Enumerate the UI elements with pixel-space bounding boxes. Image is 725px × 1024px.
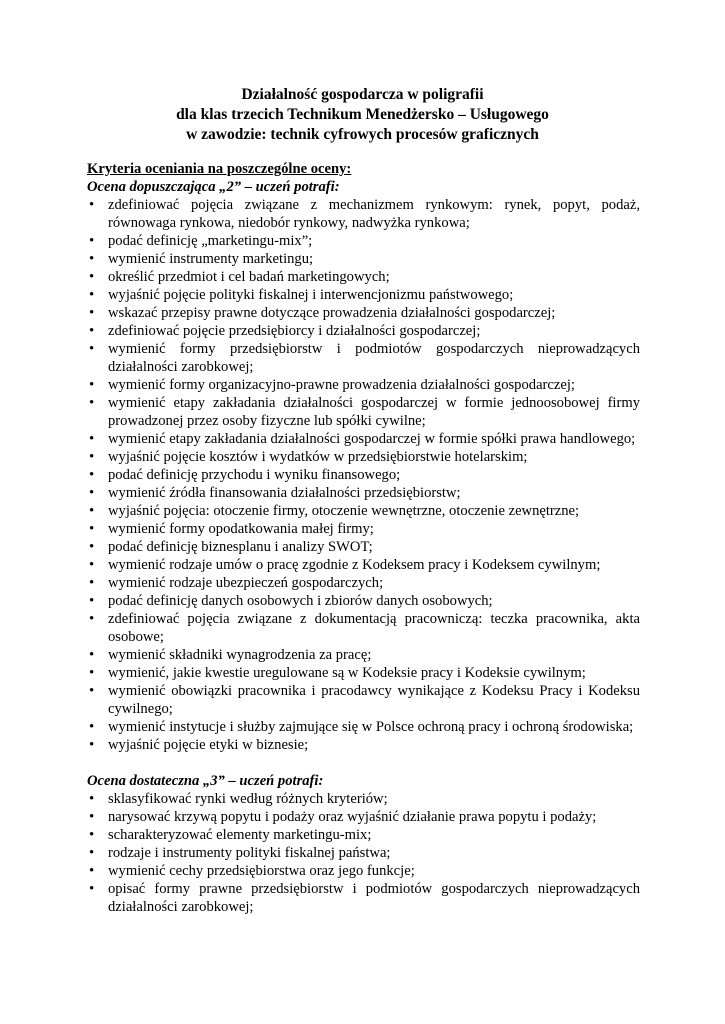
list-item: • wskazać przepisy prawne dotyczące prowadzenia działalności gospodarczej; bbox=[87, 304, 640, 322]
list-item: • scharakteryzować elementy marketingu-mix; bbox=[87, 826, 640, 844]
list-item: • opisać formy prawne przedsiębiorstw i podmiotów gospodarczych nieprowadzących działalności zarobkowej; bbox=[87, 880, 640, 916]
list-item: • wymienić formy opodatkowania małej firmy; bbox=[87, 520, 640, 538]
list-item: • podać definicję „marketingu-mix”; bbox=[87, 232, 640, 250]
criteria-list bbox=[87, 790, 640, 916]
list-item: • określić przedmiot i cel badań marketingowych; bbox=[87, 268, 640, 286]
title-line-3: w zawodzie: technik cyfrowych procesów graficznych bbox=[186, 126, 539, 143]
list-item: • wymienić, jakie kwestie uregulowane są w Kodeksie pracy i Kodeksie cywilnym; bbox=[87, 664, 640, 682]
document-body bbox=[87, 160, 640, 916]
title-line-2: dla klas trzecich Technikum Menedżersko – Usługowego bbox=[176, 106, 549, 123]
list-item: • wymienić składniki wynagrodzenia za pracę; bbox=[87, 646, 640, 664]
section-heading: Ocena dostateczna „3” – uczeń potrafi: bbox=[87, 773, 324, 789]
list-item: • wymienić etapy zakładania działalności gospodarczej w formie jednoosobowej firmy prowadzonej przez osoby fizyczne lub spółki cywilne; bbox=[87, 394, 640, 430]
list-item: • wymienić cechy przedsiębiorstwa oraz jego funkcje; bbox=[87, 862, 640, 880]
list-item: • wymienić obowiązki pracownika i pracodawcy wynikające z Kodeksu Pracy i Kodeksu cywilnego; bbox=[87, 682, 640, 718]
list-item: • wyjaśnić pojęcia: otoczenie firmy, otoczenie wewnętrzne, otoczenie zewnętrzne; bbox=[87, 502, 640, 520]
list-item: • narysować krzywą popytu i podaży oraz wyjaśnić działanie prawa popytu i podaży; bbox=[87, 808, 640, 826]
list-item: • wymienić instytucje i służby zajmujące się w Polsce ochroną pracy i ochroną środowiska; bbox=[87, 718, 640, 736]
list-item: • zdefiniować pojęcie przedsiębiorcy i działalności gospodarczej; bbox=[87, 322, 640, 340]
list-item: • wymienić źródła finansowania działalności przedsiębiorstw; bbox=[87, 484, 640, 502]
list-item: • wyjaśnić pojęcie polityki fiskalnej i interwencjonizmu państwowego; bbox=[87, 286, 640, 304]
list-item: • zdefiniować pojęcia związane z mechanizmem rynkowym: rynek, popyt, podaż, równowaga rynkowa, niedobór rynkowy, nadwyżka rynkowa; bbox=[87, 196, 640, 232]
list-item: • podać definicję danych osobowych i zbiorów danych osobowych; bbox=[87, 592, 640, 610]
section-grade-2 bbox=[87, 178, 640, 754]
list-item: • wymienić formy przedsiębiorstw i podmiotów gospodarczych nieprowadzących działalności zarobkowej; bbox=[87, 340, 640, 376]
list-item: • podać definicję przychodu i wyniku finansowego; bbox=[87, 466, 640, 484]
list-item: • wymienić instrumenty marketingu; bbox=[87, 250, 640, 268]
criteria-list bbox=[87, 196, 640, 754]
list-item: • wymienić rodzaje umów o pracę zgodnie z Kodeksem pracy i Kodeksem cywilnym; bbox=[87, 556, 640, 574]
document-title bbox=[0, 85, 725, 145]
list-item: • wymienić etapy zakładania działalności gospodarczej w formie spółki prawa handlowego; bbox=[87, 430, 640, 448]
list-item: • zdefiniować pojęcia związane z dokumentacją pracowniczą: teczka pracownika, akta osobowe; bbox=[87, 610, 640, 646]
list-item: • wymienić formy organizacyjno-prawne prowadzenia działalności gospodarczej; bbox=[87, 376, 640, 394]
list-item: • wyjaśnić pojęcie kosztów i wydatków w przedsiębiorstwie hotelarskim; bbox=[87, 448, 640, 466]
section-spacer bbox=[87, 754, 640, 772]
list-item: • sklasyfikować rynki według różnych kryteriów; bbox=[87, 790, 640, 808]
section-heading: Ocena dopuszczająca „2” – uczeń potrafi: bbox=[87, 179, 340, 195]
criteria-heading: Kryteria oceniania na poszczególne oceny: bbox=[87, 161, 352, 177]
list-item: • podać definicję biznesplanu i analizy SWOT; bbox=[87, 538, 640, 556]
list-item: • wymienić rodzaje ubezpieczeń gospodarczych; bbox=[87, 574, 640, 592]
section-grade-3 bbox=[87, 772, 640, 916]
title-line-1: Działalność gospodarcza w poligrafii bbox=[241, 86, 484, 103]
list-item: • rodzaje i instrumenty polityki fiskalnej państwa; bbox=[87, 844, 640, 862]
list-item: • wyjaśnić pojęcie etyki w biznesie; bbox=[87, 736, 640, 754]
